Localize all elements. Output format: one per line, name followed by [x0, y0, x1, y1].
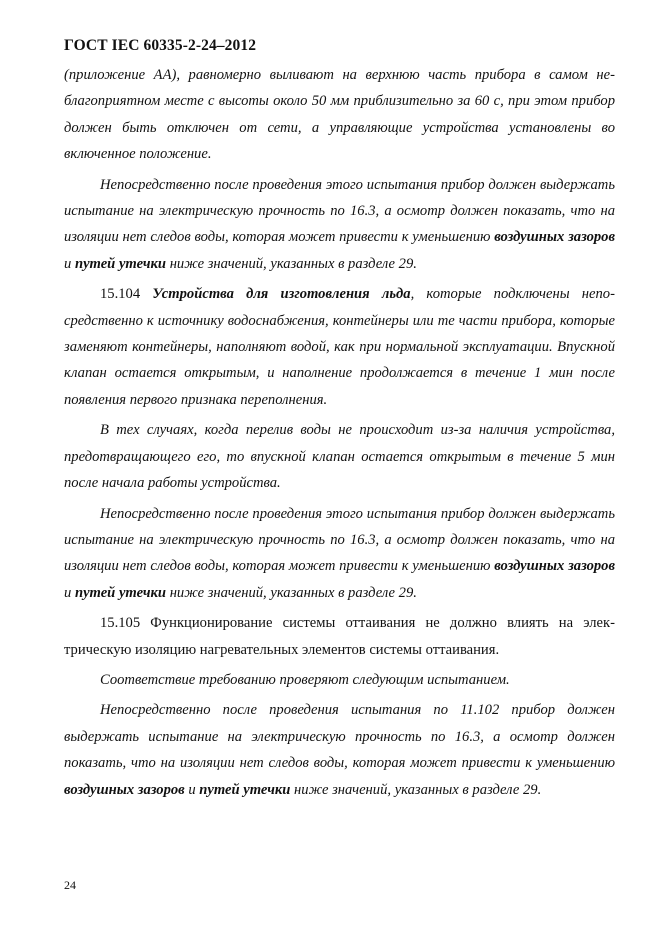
paragraph-text: , которые подключены непосредственно к источнику водоснабжения, контейнеры или те части прибора, которые заменяют контейнеры, наполняют водой, как при нормальной эксплуатации. Впускной клапан остается открытым, и наполнение продолжается в течение 1 мин после появления первого признака переполнения. — [64, 286, 615, 408]
paragraph-text: В тех случаях, когда перелив воды не происходит из-за наличия устройства, предотвращающего его, то впускной клапан остается открытым в течение 5 мин после начала работы устройства. — [64, 422, 615, 492]
paragraph-text: Непосредственно после проведения этого испытания прибор должен выдержать испытание на электрическую прочность по 16.3, а осмотр должен показать, что на изоляции нет следов воды, которая может привести к уменьшению — [64, 505, 615, 575]
paragraph-test-result-3 — [64, 697, 615, 803]
paragraph-test-result-2 — [64, 501, 615, 607]
paragraph-text: и — [64, 255, 75, 272]
paragraph-overflow-case — [64, 417, 615, 496]
page-number: 24 — [64, 878, 76, 892]
term-creepage: путей утечки — [199, 781, 291, 798]
paragraph-text: ниже значений, указанных в разделе 29. — [166, 255, 417, 272]
paragraph-text: и — [64, 584, 75, 601]
paragraph-text: и — [184, 781, 200, 798]
paragraph-compliance — [64, 667, 615, 693]
term-creepage: путей утечки — [74, 584, 167, 601]
paragraph-clause-15-104 — [64, 281, 615, 413]
term-air-gaps: воздушных зазоров — [494, 229, 615, 246]
paragraph-text: ниже значений, указанных в разделе 29. — [166, 584, 417, 601]
paragraph-text: Непосредственно после проведения испытания по 11.102 прибор должен выдержать испытание на электрическую прочность по 16.3, а осмотр должен показать, что на изоляции нет следов воды, которая может привести к уменьшению — [64, 702, 615, 772]
paragraph-text: 15.105 Функционирование системы оттаивания не должно влиять на электрическую изоляцию нагревательных элементов системы оттаивания. — [64, 615, 615, 658]
term-air-gaps: воздушных зазоров — [494, 558, 615, 575]
paragraph-clause-15-105 — [64, 610, 615, 663]
term-ice-makers: Устройства для изготовления льда — [152, 286, 411, 303]
clause-number: 15.104 — [100, 286, 153, 303]
term-creepage: путей утечки — [74, 255, 167, 272]
paragraph-text: (приложение АА), равномерно выливают на верхнюю часть прибора в самом неблагоприятном месте с высоты около 50 мм приблизительно за 60 с, при этом прибор должен быть отключен от сети, а управляющие устройства установлены во включенное положение. — [64, 67, 615, 163]
paragraph-continuation — [64, 62, 615, 168]
term-air-gaps: воздушных зазоров — [64, 781, 185, 798]
paragraph-text: ниже значений, указанных в разделе 29. — [290, 781, 542, 798]
paragraph-test-result-1 — [64, 172, 615, 278]
document-header: ГОСТ IEC 60335-2-24–2012 — [64, 37, 257, 54]
paragraph-text: Непосредственно после проведения этого испытания прибор должен выдержать испытание на электрическую прочность по 16.3, а осмотр должен показать, что на изоляции нет следов воды, которая может привести к уменьшению — [64, 176, 615, 246]
document-body — [64, 62, 615, 807]
paragraph-text: Соответствие требованию проверяют следующим испытанием. — [100, 671, 510, 688]
